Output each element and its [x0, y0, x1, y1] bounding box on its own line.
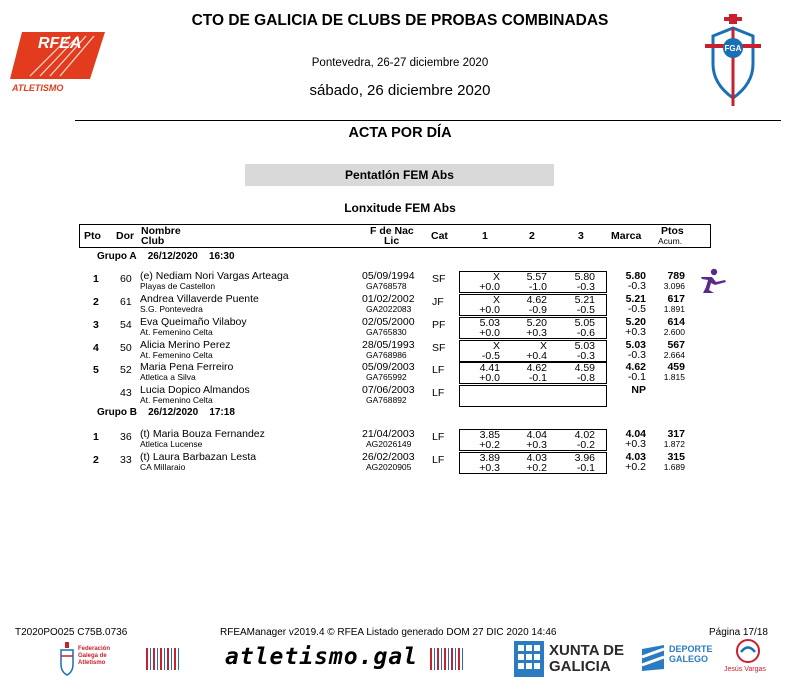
row-bib: 43	[120, 387, 132, 399]
row-club: CA Millaraio	[140, 462, 186, 472]
row-cumulative: 3.096	[663, 281, 685, 291]
attempt-1-wind: +0.0	[479, 327, 500, 339]
row-license: AG2026149	[366, 439, 412, 449]
header-divider	[75, 120, 781, 121]
attempt-2-wind: -1.0	[528, 281, 547, 293]
row-bib: 33	[120, 454, 132, 466]
barcode-decoration-2	[430, 648, 463, 670]
table-row	[0, 451, 800, 474]
row-bib: 50	[120, 342, 132, 354]
col-pto: Pto	[84, 230, 101, 242]
attempts-box	[459, 452, 607, 474]
row-mark-wind: +0.2	[625, 461, 646, 473]
row-category: JF	[432, 296, 444, 308]
attempt-3-mark: 5.03	[574, 340, 595, 352]
row-bib: 36	[120, 431, 132, 443]
row-category: LF	[432, 364, 445, 376]
attempt-2-wind: +0.3	[526, 439, 547, 451]
attempt-2-mark: 4.04	[526, 429, 547, 441]
attempt-2-wind: +0.3	[526, 327, 547, 339]
footer-page: Página 17/18	[709, 627, 768, 638]
table-row	[0, 361, 800, 384]
row-bib: 54	[120, 319, 132, 331]
group-time: 17:18	[209, 407, 235, 418]
row-birthdate: 02/05/2000	[362, 316, 415, 328]
group-date: 26/12/2020	[147, 251, 198, 262]
row-points: 614	[667, 316, 685, 328]
day-label: sábado, 26 diciembre 2020	[309, 82, 491, 99]
row-club: Atletica Lucense	[140, 439, 203, 449]
col-fnac: F de Nac	[370, 225, 414, 237]
col-ptos: Ptos	[661, 225, 684, 237]
fga-logo-text: FGA	[724, 44, 742, 53]
row-cumulative: 1.872	[663, 439, 685, 449]
table-row	[0, 316, 800, 339]
attempt-1-mark: 3.85	[479, 429, 500, 441]
row-category: LF	[432, 387, 445, 399]
row-name: Maria Pena Ferreiro	[140, 361, 234, 373]
table-row	[0, 293, 800, 316]
group-label: Grupo A	[97, 251, 137, 262]
row-category: PF	[432, 319, 446, 331]
attempt-1-wind: +0.0	[479, 281, 500, 293]
col-attempt-3: 3	[578, 230, 584, 242]
attempt-1-wind: +0.0	[479, 304, 500, 316]
row-club: At. Femenino Celta	[140, 327, 213, 337]
row-club: At. Femenino Celta	[140, 395, 213, 405]
venue-date: Pontevedra, 26-27 diciembre 2020	[311, 57, 489, 69]
col-attempt-2: 2	[529, 230, 535, 242]
row-points: 317	[667, 428, 685, 440]
attempt-2-wind: -0.9	[528, 304, 547, 316]
attempt-3-mark: 5.05	[574, 317, 595, 329]
row-name: Andrea Villaverde Puente	[140, 293, 259, 305]
attempt-3-mark: 5.80	[574, 271, 595, 283]
group-b-header	[97, 407, 235, 418]
attempt-3-wind: -0.3	[576, 350, 595, 362]
attempt-1-mark: 4.41	[479, 362, 500, 374]
row-mark: 5.21	[625, 293, 646, 305]
row-cumulative: 1.689	[663, 462, 685, 472]
attempt-2-wind: +0.4	[526, 350, 547, 362]
sub-event-title: Lonxitude FEM Abs	[344, 201, 456, 215]
report-title: ACTA POR DÍA	[348, 125, 452, 141]
row-category: SF	[432, 273, 446, 285]
row-position: 1	[93, 431, 99, 443]
attempt-1-mark: 5.03	[479, 317, 500, 329]
attempt-2-wind: +0.2	[526, 462, 547, 474]
row-name: Eva Queimaño Vilaboy	[140, 316, 247, 328]
row-bib: 61	[120, 296, 132, 308]
col-acum: Acum.	[658, 236, 683, 246]
attempt-2-mark: 4.62	[526, 294, 547, 306]
athlete-figure-icon	[695, 268, 729, 299]
row-name: (t) Laura Barbazan Lesta	[140, 451, 257, 463]
attempt-1-wind: +0.0	[479, 372, 500, 384]
atletismo-gal-brand: atletismo.gal	[225, 644, 419, 670]
attempts-box	[459, 317, 607, 339]
row-bib: 60	[120, 273, 132, 285]
xunta-text: XUNTA DE GALICIA	[549, 642, 624, 675]
row-birthdate: 05/09/2003	[362, 361, 415, 373]
row-club: S.G. Pontevedra	[140, 304, 203, 314]
attempt-3-wind: -0.8	[576, 372, 595, 384]
attempt-2-mark: 5.57	[526, 271, 547, 283]
group-label: Grupo B	[97, 407, 137, 418]
row-points: 617	[667, 293, 685, 305]
footer-center: RFEAManager v2019.4 © RFEA Listado generado DOM 27 DIC 2020 14:46	[220, 627, 557, 638]
row-position: 1	[93, 273, 99, 285]
attempt-1-mark: X	[492, 294, 500, 306]
row-name: (e) Nediam Nori Vargas Arteaga	[140, 270, 289, 282]
group-time: 16:30	[208, 251, 235, 262]
attempts-box	[459, 294, 607, 316]
attempt-3-mark: 4.59	[574, 362, 595, 374]
row-club: Atletica a Silva	[140, 372, 196, 382]
jesus-vargas-text: Jesús Vargas	[724, 666, 766, 673]
row-mark-wind: -0.3	[627, 349, 646, 361]
group-a-header	[97, 251, 235, 262]
attempt-1-mark: X	[492, 271, 500, 283]
attempt-1-wind: +0.2	[479, 439, 500, 451]
row-cumulative: 1.891	[663, 304, 685, 314]
attempt-1-wind: -0.5	[481, 350, 500, 362]
row-mark: 4.03	[625, 451, 646, 463]
attempt-3-wind: -0.1	[576, 462, 595, 474]
attempt-2-wind: -0.1	[528, 372, 547, 384]
attempts-box	[459, 385, 607, 407]
group-date: 26/12/2020	[148, 407, 199, 418]
page-title: CTO DE GALICIA DE CLUBS DE PROBAS COMBINADAS	[191, 12, 609, 29]
table-row	[0, 384, 800, 404]
row-birthdate: 28/05/1993	[362, 339, 415, 351]
deporte-galego-text: DEPORTE GALEGO	[669, 644, 713, 664]
attempts-box	[459, 271, 607, 293]
row-license: GA2022083	[366, 304, 412, 314]
attempt-3-mark: 4.02	[574, 429, 595, 441]
attempt-3-wind: -0.2	[576, 439, 595, 451]
row-category: SF	[432, 342, 446, 354]
table-header	[79, 224, 711, 248]
row-birthdate: 05/09/1994	[362, 270, 415, 282]
row-birthdate: 26/02/2003	[362, 451, 415, 463]
table-row	[0, 339, 800, 362]
attempt-3-mark: 5.21	[574, 294, 595, 306]
row-club: At. Femenino Celta	[140, 350, 213, 360]
row-bib: 52	[120, 364, 132, 376]
row-points: 459	[667, 361, 685, 373]
footer-left: T2020PO025 C75B.0736	[15, 627, 128, 638]
attempts-box	[459, 362, 607, 384]
col-nombre: Nombre	[141, 225, 181, 237]
row-mark: 5.03	[625, 339, 646, 351]
row-category: LF	[432, 454, 445, 466]
row-cumulative: 2.600	[663, 327, 685, 337]
attempt-2-mark: 4.03	[526, 452, 547, 464]
row-mark: 4.62	[625, 361, 646, 373]
row-category: LF	[432, 431, 445, 443]
row-license: GA768892	[366, 395, 407, 405]
row-cumulative: 1.815	[663, 372, 685, 382]
row-mark: 5.20	[625, 316, 646, 328]
attempt-2-mark: X	[539, 340, 547, 352]
fga-sponsor-text: Federación Galega de Atletismo	[78, 646, 111, 666]
row-position: 2	[93, 454, 99, 466]
row-position: 3	[93, 319, 99, 331]
row-position: 2	[93, 296, 99, 308]
attempt-1-wind: +0.3	[479, 462, 500, 474]
row-name: Lucia Dopico Almandos	[140, 384, 250, 396]
rfea-logo-text: RFEA	[38, 35, 82, 52]
attempt-3-wind: -0.3	[576, 281, 595, 293]
row-mark-wind: +0.3	[625, 326, 646, 338]
attempt-2-mark: 4.62	[526, 362, 547, 374]
jesus-vargas-logo	[736, 639, 760, 668]
barcode-decoration-1	[146, 648, 179, 670]
row-license: AG2020905	[366, 462, 412, 472]
attempt-1-mark: 3.89	[479, 452, 500, 464]
row-mark-wind: -0.3	[627, 280, 646, 292]
row-license: GA768578	[366, 281, 407, 291]
row-cumulative: 2.664	[663, 350, 685, 360]
row-position: 4	[93, 342, 99, 354]
attempt-3-wind: -0.6	[576, 327, 595, 339]
col-lic: Lic	[384, 235, 400, 247]
row-mark: NP	[631, 384, 646, 396]
attempt-1-mark: X	[492, 340, 500, 352]
row-position: 5	[93, 364, 99, 376]
col-attempt-1: 1	[482, 230, 488, 242]
row-license: GA768986	[366, 350, 407, 360]
deporte-galego-logo	[640, 643, 666, 678]
row-points: 315	[667, 451, 685, 463]
col-dor: Dor	[116, 230, 135, 242]
row-license: GA765830	[366, 327, 407, 337]
row-birthdate: 07/06/2003	[362, 384, 415, 396]
row-mark-wind: +0.3	[625, 438, 646, 450]
attempt-3-wind: -0.5	[576, 304, 595, 316]
rfea-logo-sub: ATLETISMO	[12, 83, 64, 93]
table-row	[0, 428, 800, 451]
col-club: Club	[141, 235, 165, 247]
row-mark-wind: -0.1	[627, 371, 646, 383]
xunta-logo	[514, 641, 544, 682]
col-marca: Marca	[611, 230, 642, 242]
attempt-3-mark: 3.96	[574, 452, 595, 464]
row-birthdate: 01/02/2002	[362, 293, 415, 305]
col-cat: Cat	[431, 230, 448, 242]
row-points: 789	[667, 270, 685, 282]
row-license: GA765992	[366, 372, 407, 382]
event-banner: Pentatlón FEM Abs	[245, 164, 554, 186]
row-mark-wind: -0.5	[627, 303, 646, 315]
row-birthdate: 21/04/2003	[362, 428, 415, 440]
table-row	[0, 270, 800, 293]
row-club: Playas de Castellon	[140, 281, 216, 291]
attempts-box	[459, 340, 607, 362]
row-points: 567	[667, 339, 685, 351]
row-mark: 5.80	[625, 270, 646, 282]
row-name: Alicia Merino Perez	[140, 339, 231, 351]
row-mark: 4.04	[625, 428, 646, 440]
row-name: (t) Maria Bouza Fernandez	[140, 428, 265, 440]
attempts-box	[459, 429, 607, 451]
attempt-2-mark: 5.20	[526, 317, 547, 329]
